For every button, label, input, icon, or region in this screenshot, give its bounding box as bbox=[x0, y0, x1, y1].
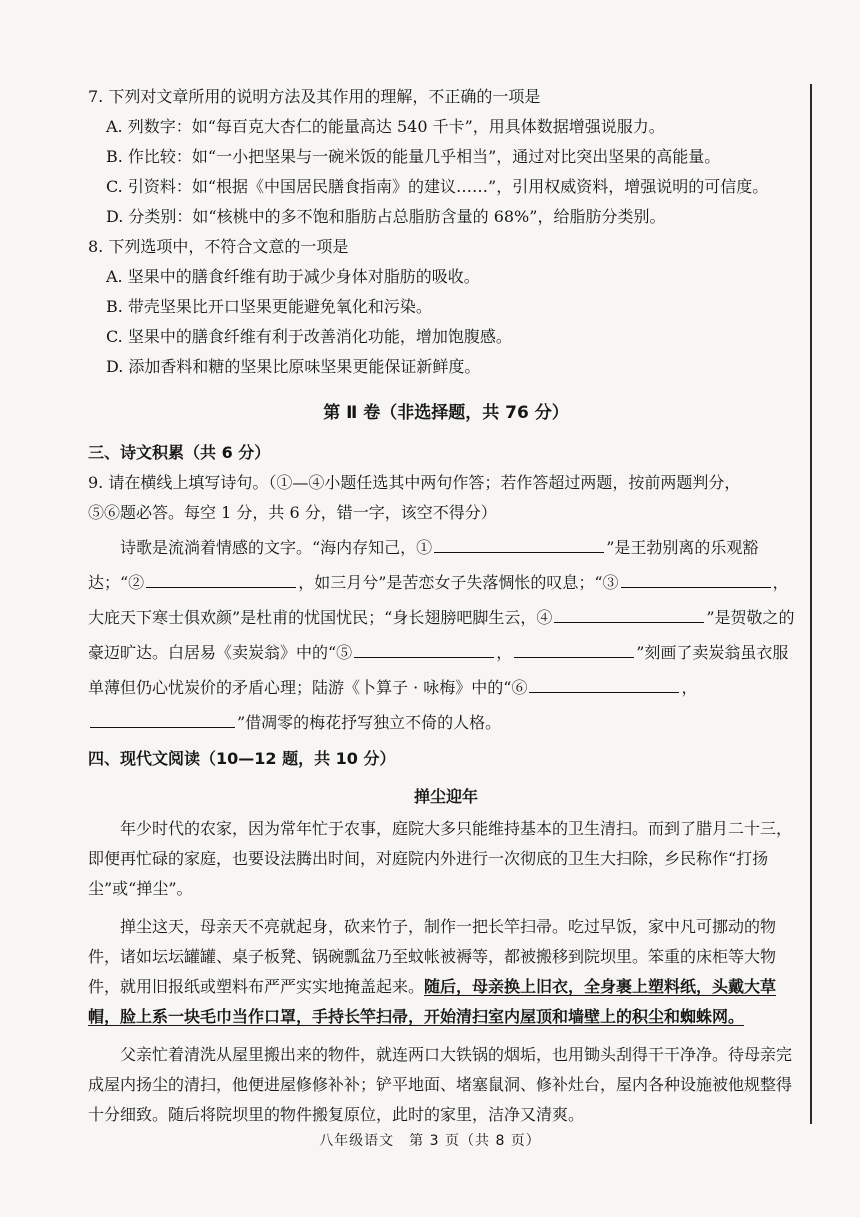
article-paragraph-2-underlined: 随后，母亲换上旧衣，全身裹上塑料纸，头戴大草帽，脸上系一块毛巾当作口罩，手持长竿扫帚，开始清扫室内屋顶和墙壁上的积尘和蜘蛛网。 bbox=[88, 977, 777, 1026]
blank-4[interactable] bbox=[554, 604, 704, 623]
blank-5b[interactable] bbox=[514, 639, 634, 658]
page-footer: 八年级语文 第 3 页（共 8 页） bbox=[319, 1133, 541, 1149]
question-8-option-c: C. 坚果中的膳食纤维有利于改善消化功能，增加饱腹感。 bbox=[106, 327, 512, 346]
blank-6a[interactable] bbox=[529, 674, 679, 693]
question-7-option-b: B. 作比较：如“一小把坚果与一碗米饭的能量几乎相当”，通过对比突出坚果的高能量。 bbox=[106, 147, 721, 166]
question-8-option-d: D. 添加香料和糖的坚果比原味坚果更能保证新鲜度。 bbox=[106, 357, 481, 376]
poetry-text-part-7: ”刻画了卖炭翁虽衣服单薄但仍心忧炭价的矛盾心理；陆游《卜算子 · 咏梅》中的“⑥ bbox=[88, 643, 789, 697]
blank-1[interactable] bbox=[434, 534, 604, 553]
article-paragraph-2 bbox=[88, 912, 804, 1032]
question-8-stem: 8. 下列选项中，不符合文意的一项是 bbox=[88, 237, 349, 256]
question-8-option-a: A. 坚果中的膳食纤维有助于减少身体对脂肪的吸收。 bbox=[106, 267, 480, 286]
right-margin-rule bbox=[810, 84, 812, 1124]
blank-3[interactable] bbox=[621, 569, 771, 588]
poetry-text-part-4: ，大庇天下寒士俱欢颜”是杜甫的忧国忧民；“身长翅膀吧脚生云，④ bbox=[88, 573, 789, 627]
question-7-option-c: C. 引资料：如“根据《中国居民膳食指南》的建议……”，引用权威资料，增强说明的可信度。 bbox=[106, 177, 769, 196]
question-7-option-a: A. 列数字：如“每百克大杏仁的能量高达 540 千卡”，用具体数据增强说服力。 bbox=[106, 117, 665, 136]
blank-5a[interactable] bbox=[354, 639, 494, 658]
question-9-instruction-line-2: ⑤⑥题必答。每空 1 分，共 6 分，错一字，该空不得分） bbox=[88, 503, 497, 522]
poetry-fill-paragraph bbox=[88, 530, 804, 740]
poetry-text-part-9: ”借凋零的梅花抒写独立不倚的人格。 bbox=[237, 713, 502, 732]
article-paragraph-2-text: 掸尘这天，母亲天不亮就起身，砍来竹子，制作一把长竿扫帚。吃过早饭，家中凡可挪动的物件，诸如坛坛罐罐、桌子板凳、锅碗瓢盆乃至蚊帐被褥等，都被搬移到院坝里。笨重的床柜等大物件，就用旧报纸或塑料布严严实实地掩盖起来。 bbox=[88, 917, 777, 996]
poetry-text-part-1: 诗歌是流淌着情感的文字。“海内存知己，① bbox=[120, 538, 433, 557]
section-4-heading: 四、现代文阅读（10—12 题，共 10 分） bbox=[88, 749, 396, 768]
article-paragraph-3: 父亲忙着清洗从屋里搬出来的物件，就连两口大铁锅的烟垢，也用锄头刮得干干净净。待母亲完成屋内扬尘的清扫，他便进屋修修补补；铲平地面、堵塞鼠洞、修补灶台，屋内各种设施被他规整得十分细致。随后将院坝里的物件搬复原位，此时的家里，洁净又清爽。 bbox=[88, 1045, 793, 1124]
poetry-text-part-3: ，如三月兮”是苦恋女子失落惆怅的叹息；“③ bbox=[298, 573, 619, 592]
section-3-heading: 三、诗文积累（共 6 分） bbox=[88, 443, 271, 462]
poetry-text-part-6: ， bbox=[496, 643, 513, 662]
article-title: 掸尘迎年 bbox=[413, 787, 478, 806]
poetry-text-part-5: ”是贺敬之的豪迈旷达。白居易《卖炭翁》中的“⑤ bbox=[88, 608, 795, 662]
blank-2[interactable] bbox=[146, 569, 296, 588]
volume-2-title: 第 Ⅱ 卷（非选择题，共 76 分） bbox=[323, 403, 569, 423]
question-8-option-b: B. 带壳坚果比开口坚果更能避免氧化和污染。 bbox=[106, 297, 432, 316]
page-content bbox=[88, 82, 804, 1138]
question-9-instruction-line-1: 9. 请在横线上填写诗句。（①—④小题任选其中两句作答；若作答超过两题，按前两题判分， bbox=[88, 473, 741, 492]
poetry-text-part-8: ， bbox=[681, 678, 698, 697]
question-7-stem: 7. 下列对文章所用的说明方法及其作用的理解，不正确的一项是 bbox=[88, 87, 541, 106]
poetry-text-part-2: ”是王勃别离的乐观豁达；“② bbox=[88, 538, 759, 592]
article-paragraph-1: 年少时代的农家，因为常年忙于农事，庭院大多只能维持基本的卫生清扫。而到了腊月二十三，即便再忙碌的家庭，也要设法腾出时间，对庭院内外进行一次彻底的卫生大扫除，乡民称作“打扬尘”或“掸尘”。 bbox=[88, 819, 793, 898]
question-7-option-d: D. 分类别：如“核桃中的多不饱和脂肪占总脂肪含量的 68%”，给脂肪分类别。 bbox=[106, 207, 666, 226]
blank-6b[interactable] bbox=[90, 709, 235, 728]
